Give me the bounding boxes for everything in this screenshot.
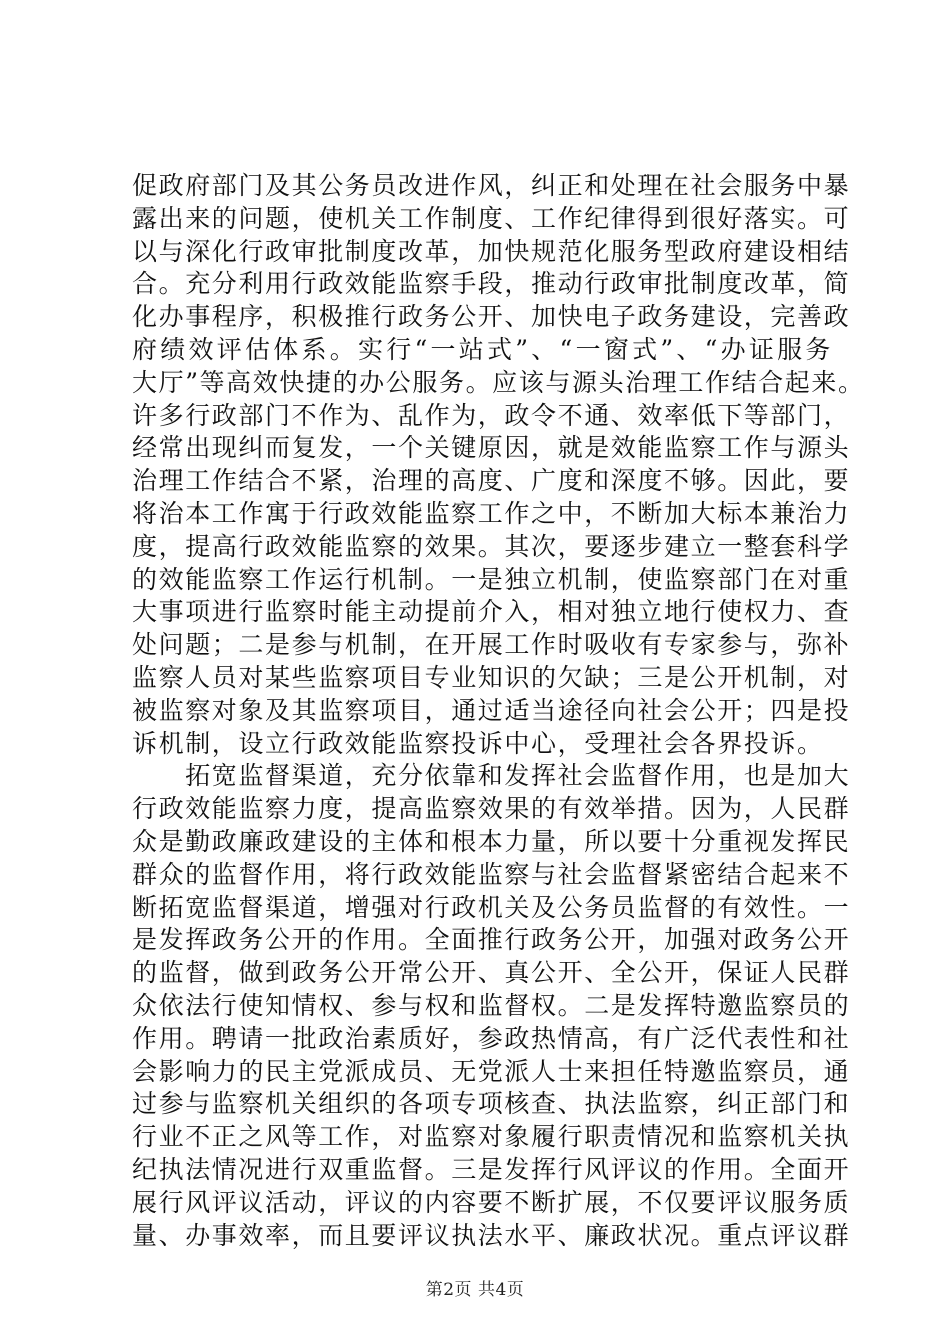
text-line: 量、办事效率，而且要评议执法水平、廉政状况。重点评议群 [132,1220,851,1250]
text-line: 过参与监察机关组织的各项专项核查、执法监察，纠正部门和 [132,1089,851,1119]
text-line: 的监督，做到政务公开常公开、真公开、全公开，保证人民群 [132,958,851,988]
text-line: 的效能监察工作运行机制。一是独立机制，使监察部门在对重 [132,564,851,594]
text-line: 促政府部门及其公务员改进作风，纠正和处理在社会服务中暴 [132,171,851,200]
paragraph-end-line: 诉机制，设立行政效能监察投诉中心，受理社会各界投诉。 [132,728,824,758]
text-line: 被监察对象及其监察项目，通过适当途径向社会公开；四是投 [132,695,851,725]
text-line: 露出来的问题，使机关工作制度、工作纪律得到很好落实。可 [132,203,851,233]
text-line: 以与深化行政审批制度改革，加快规范化服务型政府建设相结 [132,236,851,266]
text-line: 会影响力的民主党派成员、无党派人士来担任特邀监察员，通 [132,1056,851,1086]
text-line: 治理工作结合不紧，治理的高度、广度和深度不够。因此，要 [132,466,851,496]
page-footer: 第2页 共4页 [425,1280,525,1300]
text-line: 是发挥政务公开的作用。全面推行政务公开，加强对政务公开 [132,925,851,955]
text-line: 大厅”等高效快捷的办公服务。应该与源头治理工作结合起来。 [132,367,865,397]
text-line: 群众的监督作用，将行政效能监察与社会监督紧密结合起来不 [132,859,851,889]
text-line: 合。充分利用行政效能监察手段，推动行政审批制度改革，简 [132,269,851,299]
paragraph-start-line: 拓宽监督渠道，充分依靠和发挥社会监督作用，也是加大 [132,761,851,791]
body-text [132,170,865,1252]
text-line: 度，提高行政效能监察的效果。其次，要逐步建立一整套科学 [132,531,851,561]
text-line: 府绩效评估体系。实行“一站式”、“一窗式”、“办证服务 [132,334,832,364]
text-line: 作用。聘请一批政治素质好，参政热情高，有广泛代表性和社 [132,1023,851,1053]
text-line: 处问题；二是参与机制，在开展工作时吸收有专家参与，弥补 [132,630,851,660]
text-line: 展行风评议活动，评议的内容要不断扩展，不仅要评议服务质 [132,1187,851,1217]
text-line: 大事项进行监察时能主动提前介入，相对独立地行使权力、查 [132,597,851,627]
text-line: 众依法行使知情权、参与权和监督权。二是发挥特邀监察员的 [132,990,851,1020]
text-line: 行业不正之风等工作，对监察对象履行职责情况和监察机关执 [132,1122,851,1152]
text-line: 纪执法情况进行双重监督。三是发挥行风评议的作用。全面开 [132,1154,851,1184]
text-line: 化办事程序，积极推行政务公开、加快电子政务建设，完善政 [132,302,851,332]
text-line: 将治本工作寓于行政效能监察工作之中，不断加大标本兼治力 [132,498,851,528]
text-line: 断拓宽监督渠道，增强对行政机关及公务员监督的有效性。一 [132,892,851,922]
text-line: 经常出现纠而复发，一个关键原因，就是效能监察工作与源头 [132,433,851,463]
text-line: 许多行政部门不作为、乱作为，政令不通、效率低下等部门， [132,400,851,430]
text-line: 众是勤政廉政建设的主体和根本力量，所以要十分重视发挥民 [132,826,851,856]
text-line: 监察人员对某些监察项目专业知识的欠缺；三是公开机制，对 [132,662,851,692]
text-line: 行政效能监察力度，提高监察效果的有效举措。因为，人民群 [132,794,851,824]
